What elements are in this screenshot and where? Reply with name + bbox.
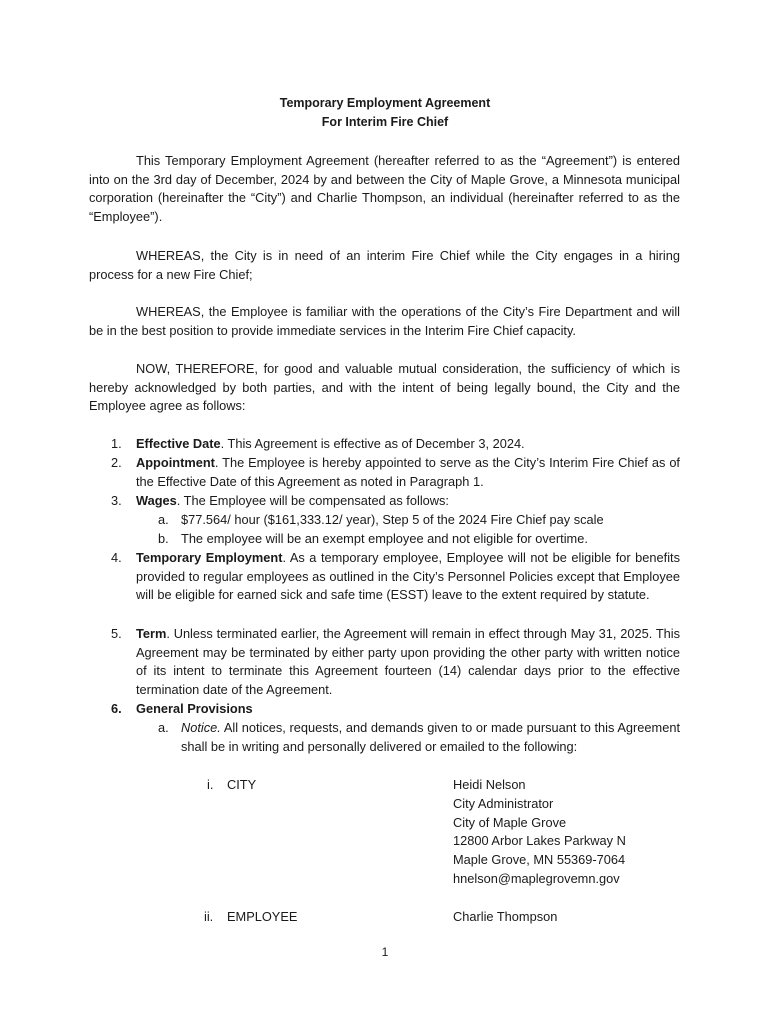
document-subtitle: For Interim Fire Chief bbox=[321, 115, 449, 129]
address-line: 12800 Arbor Lakes Parkway N bbox=[453, 833, 626, 849]
intro-paragraph: This Temporary Employment Agreement (hereafter referred to as the “Agreement”) is entered into on the 3rd day of December, 2024 by and between the City of Maple Grove, a Minnesota municipal corporation (hereinafter the “City”) and Charlie Thompson, an individual (hereinafter referred to as the “Employee”). bbox=[89, 153, 680, 224]
list-item bbox=[111, 454, 680, 491]
item-text: . The Employee is hereby appointed to serve as the City’s Interim Fire Chief as of the Effective Date of this Agreement as noted in Paragraph 1. bbox=[136, 455, 680, 489]
page-number: 1 bbox=[381, 945, 389, 959]
list-item bbox=[111, 549, 680, 605]
item-text: . Unless terminated earlier, the Agreement will remain in effect through May 31, 2025. This Agreement may be terminated by either party upon providing the other party with written notice of its intent to terminate this Agreement fourteen (14) calendar days prior to the effective termination date of the Agreement. bbox=[136, 626, 680, 697]
employee-address-block bbox=[453, 908, 557, 927]
item-heading: Term bbox=[136, 626, 167, 641]
item-text: . This Agreement is effective as of December 3, 2024. bbox=[220, 436, 525, 451]
item-text: . As a temporary employee, Employee will not be eligible for benefits provided to regular employees as outlined in the City’s Personnel Policies except that Employee will be eligible for earned sick and safe time (ESST) leave to the extent required by statute. bbox=[136, 550, 680, 603]
employee-label-number: ii. bbox=[204, 909, 214, 924]
notice-heading: Notice. bbox=[181, 720, 221, 735]
item-heading: Effective Date bbox=[136, 436, 221, 451]
address-line: Heidi Nelson bbox=[453, 777, 526, 792]
item-number: 5. bbox=[111, 626, 122, 641]
item-number: 1. bbox=[111, 436, 122, 451]
email-line: hnelson@maplegrovemn.gov bbox=[453, 870, 620, 886]
wage-item bbox=[158, 511, 680, 530]
city-label: CITY bbox=[227, 777, 257, 792]
sub-item-text: $77.564/ hour ($161,333.12/ year), Step 5 of the 2024 Fire Chief pay scale bbox=[181, 512, 604, 527]
now-therefore-paragraph: NOW, THEREFORE, for good and valuable mutual consideration, the sufficiency of which is hereby acknowledged by both parties, and with the intent of being legally bound, the City and the Employee agree as follows: bbox=[89, 361, 680, 414]
item-heading: General Provisions bbox=[136, 701, 253, 716]
list-item bbox=[111, 492, 680, 511]
item-heading: Wages bbox=[136, 493, 177, 508]
sub-item-letter: b. bbox=[158, 531, 169, 546]
notice-item bbox=[158, 719, 680, 756]
item-heading: Appointment bbox=[136, 455, 215, 470]
list-item bbox=[111, 625, 680, 699]
city-address-block bbox=[453, 776, 626, 889]
city-label-number: i. bbox=[207, 777, 214, 792]
wage-item bbox=[158, 530, 680, 549]
sub-item-letter: a. bbox=[158, 720, 169, 735]
list-item bbox=[111, 700, 680, 719]
item-text: . The Employee will be compensated as follows: bbox=[176, 493, 449, 508]
list-item bbox=[111, 435, 680, 454]
notice-text: All notices, requests, and demands given to or made pursuant to this Agreement shall be in writing and personally delivered or emailed to the following: bbox=[181, 720, 680, 754]
item-number: 2. bbox=[111, 455, 122, 470]
employee-label: EMPLOYEE bbox=[227, 909, 298, 924]
address-line: City of Maple Grove bbox=[453, 814, 567, 830]
item-number: 3. bbox=[111, 493, 122, 508]
address-line: City Administrator bbox=[453, 795, 554, 811]
address-line: Charlie Thompson bbox=[453, 909, 558, 924]
item-heading: Temporary Employment bbox=[136, 550, 283, 565]
whereas-paragraph-1: WHEREAS, the City is in need of an interim Fire Chief while the City engages in a hiring process for a new Fire Chief; bbox=[89, 248, 680, 282]
whereas-paragraph-2: WHEREAS, the Employee is familiar with the operations of the City’s Fire Department and will be in the best position to provide immediate services in the Interim Fire Chief capacity. bbox=[89, 304, 680, 338]
item-number: 4. bbox=[111, 550, 122, 565]
item-number: 6. bbox=[111, 701, 122, 716]
address-line: Maple Grove, MN 55369-7064 bbox=[453, 852, 626, 868]
document-title: Temporary Employment Agreement bbox=[279, 96, 491, 110]
sub-item-letter: a. bbox=[158, 512, 169, 527]
sub-item-text: The employee will be an exempt employee and not eligible for overtime. bbox=[181, 531, 588, 546]
